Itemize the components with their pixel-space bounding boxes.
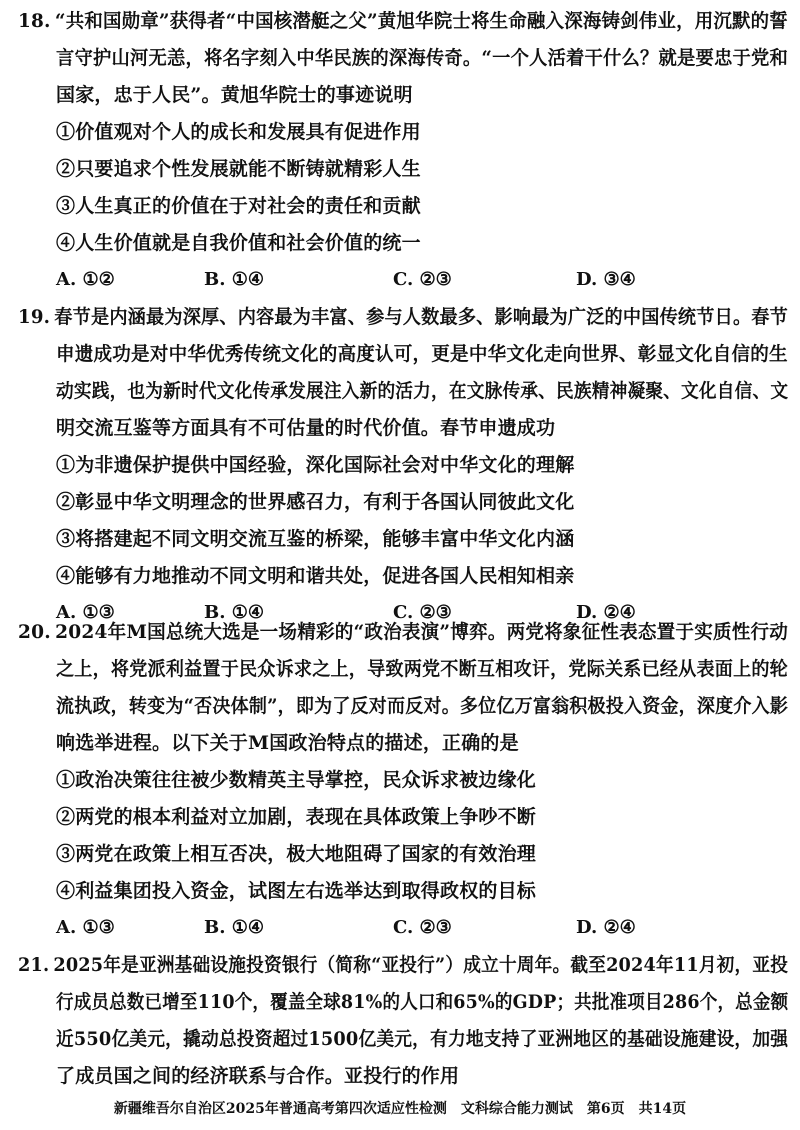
option-d[interactable]: D. ③④ — [576, 269, 636, 290]
statement-3: ③人生真正的价值在于对社会的责任和贡献 — [56, 195, 421, 217]
question-stem-line: 20. 2024年M国总统大选是一场精彩的“政治表演”博弈。两党将象征性表态置于实质性行动 — [18, 617, 788, 647]
question-stem-line: 19. 春节是内涵最为深厚、内容最为丰富、参与人数最多、影响最为广泛的中国传统节日。春节 — [18, 302, 788, 332]
answer-options — [18, 265, 788, 295]
statement-2: ②只要追求个性发展就能不断铸就精彩人生 — [56, 158, 421, 180]
option-d[interactable]: D. ②④ — [576, 602, 636, 623]
statement-3: ③两党在政策上相互否决，极大地阻碍了国家的有效治理 — [56, 843, 537, 865]
option-c[interactable]: C. ②③ — [393, 917, 452, 938]
question-stem-line: 流执政，转变为“否决体制”，即为了反对而反对。多位亿万富翁积极投入资金，深度介入影 — [56, 695, 789, 717]
option-a[interactable]: A. ①③ — [56, 602, 115, 623]
option-a[interactable]: A. ①② — [56, 269, 115, 290]
question-number: 21. — [18, 954, 50, 976]
statement-2: ②彰显中华文明理念的世界感召力，有利于各国认同彼此文化 — [56, 491, 575, 513]
question-stem-line: 国家，忠于人民”。黄旭华院士的事迹说明 — [56, 84, 413, 106]
statement-4: ④能够有力地推动不同文明和谐共处，促进各国人民相知相亲 — [56, 565, 575, 587]
question-stem-line: 响选举进程。以下关于M国政治特点的描述，正确的是 — [56, 732, 519, 754]
statement-4: ④人生价值就是自我价值和社会价值的统一 — [56, 232, 421, 254]
question-number: 20. — [18, 621, 51, 643]
question-stem-line: 申遗成功是对中华优秀传统文化的高度认可，更是中华文化走向世界、彰显文化自信的生 — [56, 343, 788, 365]
option-c[interactable]: C. ②③ — [393, 602, 452, 623]
question-stem-line: 18. “共和国勋章”获得者“中国核潜艇之父”黄旭华院士将生命融入深海铸剑伟业，用沉默的誓 — [18, 6, 788, 36]
question-stem-line: 言守护山河无恙，将名字刻入中华民族的深海传奇。“一个人活着干什么？就是要忠于党和 — [56, 47, 788, 69]
question-stem-line: 之上，将党派利益置于民众诉求之上，导致两党不断互相攻讦，党际关系已经从表面上的轮 — [56, 658, 788, 680]
page-footer: 新疆维吾尔自治区2025年普通高考第四次适应性检测 文科综合能力测试 第6页 共14页 — [113, 1101, 687, 1117]
option-a[interactable]: A. ①③ — [56, 917, 115, 938]
statement-3: ③将搭建起不同文明交流互鉴的桥梁，能够丰富中华文化内涵 — [56, 528, 575, 550]
statement-2: ②两党的根本利益对立加剧，表现在具体政策上争吵不断 — [56, 806, 537, 828]
option-b[interactable]: B. ①④ — [204, 917, 265, 938]
question-number: 18. — [18, 10, 51, 32]
answer-options — [18, 913, 788, 943]
question-stem-line: 行成员总数已增至110个，覆盖全球81%的人口和65%的GDP；共批准项目286个，总金额 — [56, 991, 789, 1013]
option-c[interactable]: C. ②③ — [393, 269, 452, 290]
question-stem-line: 明交流互鉴等方面具有不可估量的时代价值。春节申遗成功 — [56, 417, 556, 439]
question-stem-line: 21. 2025年是亚洲基础设施投资银行（简称“亚投行”）成立十周年。截至2024年11月初，亚投 — [18, 950, 788, 980]
statement-1: ①价值观对个人的成长和发展具有促进作用 — [56, 121, 421, 143]
statement-1: ①为非遗保护提供中国经验，深化国际社会对中华文化的理解 — [56, 454, 575, 476]
statement-4: ④利益集团投入资金，试图左右选举达到取得政权的目标 — [56, 880, 537, 902]
option-d[interactable]: D. ②④ — [576, 917, 636, 938]
question-stem-line: 了成员国之间的经济联系与合作。亚投行的作用 — [56, 1065, 460, 1087]
statement-1: ①政治决策往往被少数精英主导掌控，民众诉求被边缘化 — [56, 769, 537, 791]
question-stem-line: 动实践，也为新时代文化传承发展注入新的活力，在文脉传承、民族精神凝聚、文化自信、文 — [56, 380, 789, 402]
question-stem-line: 近550亿美元，撬动总投资超过1500亿美元，有力地支持了亚洲地区的基础设施建设，加强 — [56, 1028, 789, 1050]
option-b[interactable]: B. ①④ — [204, 602, 265, 623]
question-number: 19. — [18, 306, 51, 328]
option-b[interactable]: B. ①④ — [204, 269, 265, 290]
